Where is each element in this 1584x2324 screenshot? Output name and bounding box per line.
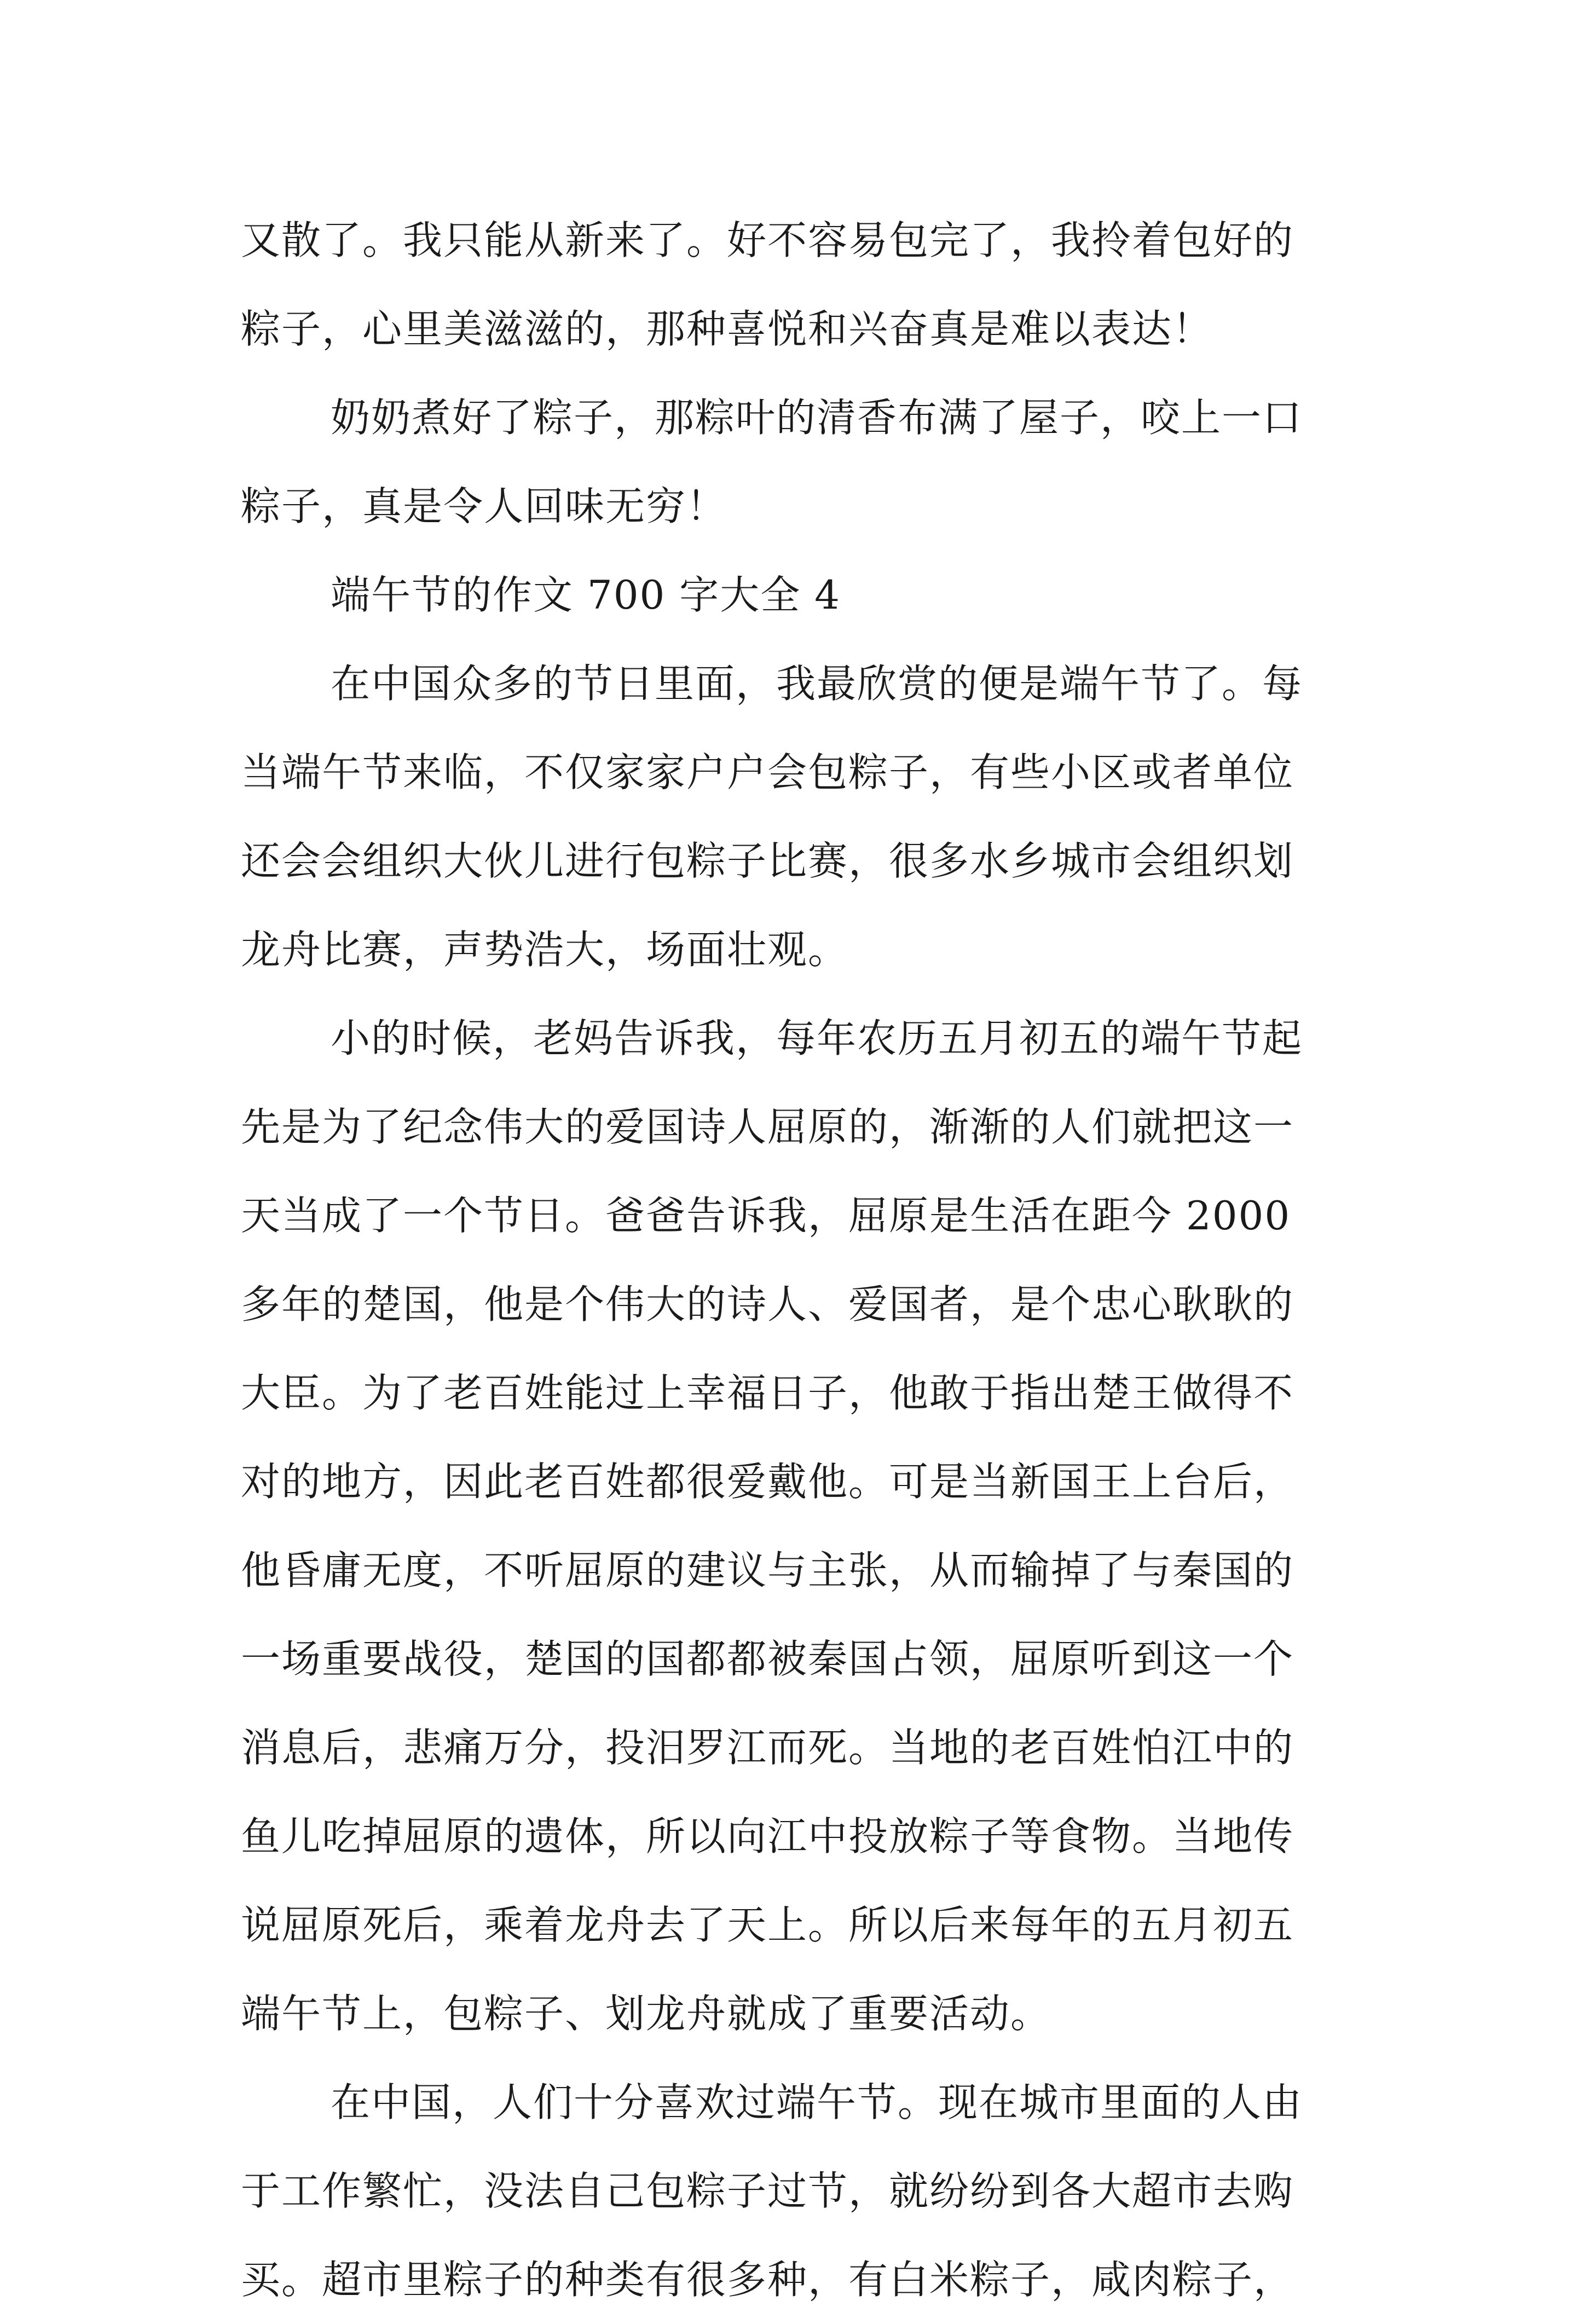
text-line: 当端午节来临，不仅家家户户会包粽子，有些小区或者单位 [241,749,1294,795]
text-line: 粽子，真是令人回味无穷！ [241,483,727,529]
text-line: 对的地方，因此老百姓都很爱戴他。可是当新国王上台后， [241,1459,1294,1505]
text-line: 大臣。为了老百姓能过上幸福日子，他敢于指出楚王做得不 [241,1370,1294,1416]
text-line: 一场重要战役，楚国的国都都被秦国占领，屈原听到这一个 [241,1636,1294,1682]
text-line: 多年的楚国，他是个伟大的诗人、爱国者，是个忠心耿耿的 [241,1281,1294,1327]
paragraph-start-line: 在中国众多的节日里面，我最欣赏的便是端午节了。每 [331,661,1303,707]
text-line: 还会会组织大伙儿进行包粽子比赛，很多水乡城市会组织划 [241,838,1294,884]
text-line: 又散了。我只能从新来了。好不容易包完了，我拎着包好的 [241,217,1294,263]
text-line: 先是为了纪念伟大的爱国诗人屈原的，渐渐的人们就把这一 [241,1104,1294,1150]
paragraph-start-line: 奶奶煮好了粽子，那粽叶的清香布满了屋子，咬上一口 [331,395,1303,441]
text-line: 粽子，心里美滋滋的，那种喜悦和兴奋真是难以表达！ [241,306,1213,352]
text-line: 他昏庸无度，不听屈原的建议与主张，从而输掉了与秦国的 [241,1547,1294,1593]
paragraph-start-line: 在中国，人们十分喜欢过端午节。现在城市里面的人由 [331,2079,1303,2125]
paragraph-start-line: 小的时候，老妈告诉我，每年农历五月初五的端午节起 [331,1015,1303,1061]
text-line: 鱼儿吃掉屈原的遗体，所以向江中投放粽子等食物。当地传 [241,1813,1294,1859]
section-heading: 端午节的作文 700 字大全 4 [331,572,841,618]
text-line: 天当成了一个节日。爸爸告诉我，屈原是生活在距今 2000 [241,1193,1291,1239]
text-line: 消息后，悲痛万分，投汨罗江而死。当地的老百姓怕江中的 [241,1725,1294,1771]
text-line: 龙舟比赛，声势浩大，场面壮观。 [241,927,849,973]
text-line: 说屈原死后，乘着龙舟去了天上。所以后来每年的五月初五 [241,1902,1294,1948]
text-line: 买。超市里粽子的种类有很多种，有白米粽子，咸肉粽子， [241,2257,1294,2303]
text-line: 端午节上，包粽子、划龙舟就成了重要活动。 [241,1991,1051,2037]
text-line: 于工作繁忙，没法自己包粽子过节，就纷纷到各大超市去购 [241,2168,1294,2214]
essay-body [241,196,1357,2324]
